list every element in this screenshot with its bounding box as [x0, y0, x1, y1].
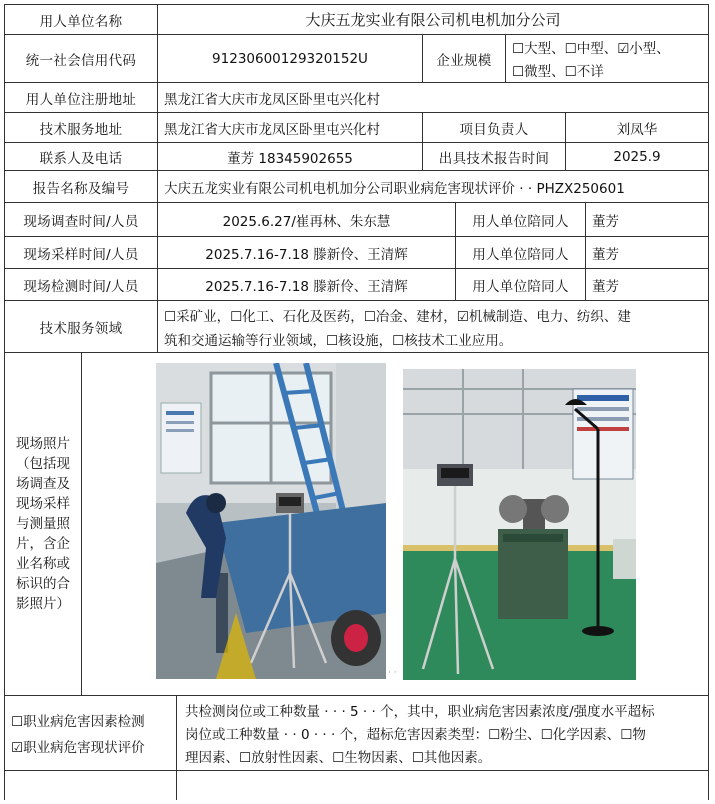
option-status-evaluation: ☑职业病危害现状评价: [11, 740, 145, 756]
report-name-value: 大庆五龙实业有限公司机电机加分公司职业病危害现状评价 · · PHZX250601: [157, 170, 709, 202]
detection-summary-line1: 共检测岗位或工种数量 · · · 5 · · 个，其中，职业病危害因素浓度/强度水平超标: [185, 704, 655, 720]
sampling-value: 2025.7.16-7.18 滕新伶、王清辉: [157, 236, 455, 268]
testing-escort-value: 董芳: [585, 268, 709, 300]
employer-name-value: 大庆五龙实业有限公司机电机加分公司: [157, 4, 709, 34]
report-time-label: 出具技术报告时间: [422, 142, 565, 170]
service-address-label: 技术服务地址: [4, 112, 157, 142]
testing-value: 2025.7.16-7.18 滕新伶、王清辉: [157, 268, 455, 300]
detection-summary-line2: 岗位或工种数量 · · 0 · · · 个，超标危害因素类型：☐粉尘、☐化学因素、☐物: [185, 727, 646, 743]
testing-label: 现场检测时间/人员: [4, 268, 157, 300]
photo-dots: · ·: [388, 668, 397, 678]
testing-escort-label: 用人单位陪同人: [455, 268, 585, 300]
option-factor-detection: ☐职业病危害因素检测: [11, 714, 145, 730]
report-time-value: 2025.9: [565, 142, 709, 170]
sampling-escort-value: 董芳: [585, 236, 709, 268]
service-field-line2: 筑和交通运输等行业领域，☐核设施，☐核技术工业应用。: [164, 332, 513, 349]
service-address-value: 黑龙江省大庆市龙凤区卧里屯兴化村: [157, 112, 422, 142]
assessment-type-cell: [4, 695, 176, 770]
sampling-label: 现场采样时间/人员: [4, 236, 157, 268]
detection-summary-cell: [176, 695, 709, 770]
contact-label: 联系人及电话: [4, 142, 157, 170]
project-lead-label: 项目负责人: [422, 112, 565, 142]
enterprise-size-label: 企业规模: [422, 34, 505, 82]
report-name-label: 报告名称及编号: [4, 170, 157, 202]
service-field-label: 技术服务领域: [4, 300, 157, 352]
project-lead-value: 刘凤华: [565, 112, 709, 142]
survey-label: 现场调查时间/人员: [4, 202, 157, 236]
employer-name-label: 用人单位名称: [4, 4, 157, 34]
credit-code-value: 91230600129320152U: [157, 34, 422, 82]
enterprise-size-options: [505, 34, 709, 82]
photos-label: 现场照片（包括现场调查及现场采样与测量照片，含企业名称或标识的合影照片）: [16, 436, 70, 612]
site-photo-welding: [156, 363, 386, 679]
reg-address-value: 黑龙江省大庆市龙凤区卧里屯兴化村: [157, 82, 709, 112]
sampling-escort-label: 用人单位陪同人: [455, 236, 585, 268]
photos-label-cell: [4, 352, 81, 695]
credit-code-label: 统一社会信用代码: [4, 34, 157, 82]
site-photo-grinder: [403, 369, 636, 680]
service-field-line1: ☐采矿业，☐化工、石化及医药，☐冶金、建材，☑机械制造、电力、纺织、建: [164, 308, 631, 325]
reg-address-label: 用人单位注册地址: [4, 82, 157, 112]
size-options-line2: ☐微型、☐不详: [512, 64, 604, 80]
service-field-options: [157, 300, 709, 352]
contact-value: 董芳 18345902655: [157, 142, 422, 170]
survey-value: 2025.6.27/崔再林、朱东慧: [157, 202, 455, 236]
survey-escort-value: 董芳: [585, 202, 709, 236]
info-table: [4, 4, 709, 804]
detection-summary-line3: 理因素、☐放射性因素、☐生物因素、☐其他因素。: [185, 750, 492, 766]
survey-escort-label: 用人单位陪同人: [455, 202, 585, 236]
size-options-line1: ☐大型、☐中型、☑小型、: [512, 41, 670, 57]
